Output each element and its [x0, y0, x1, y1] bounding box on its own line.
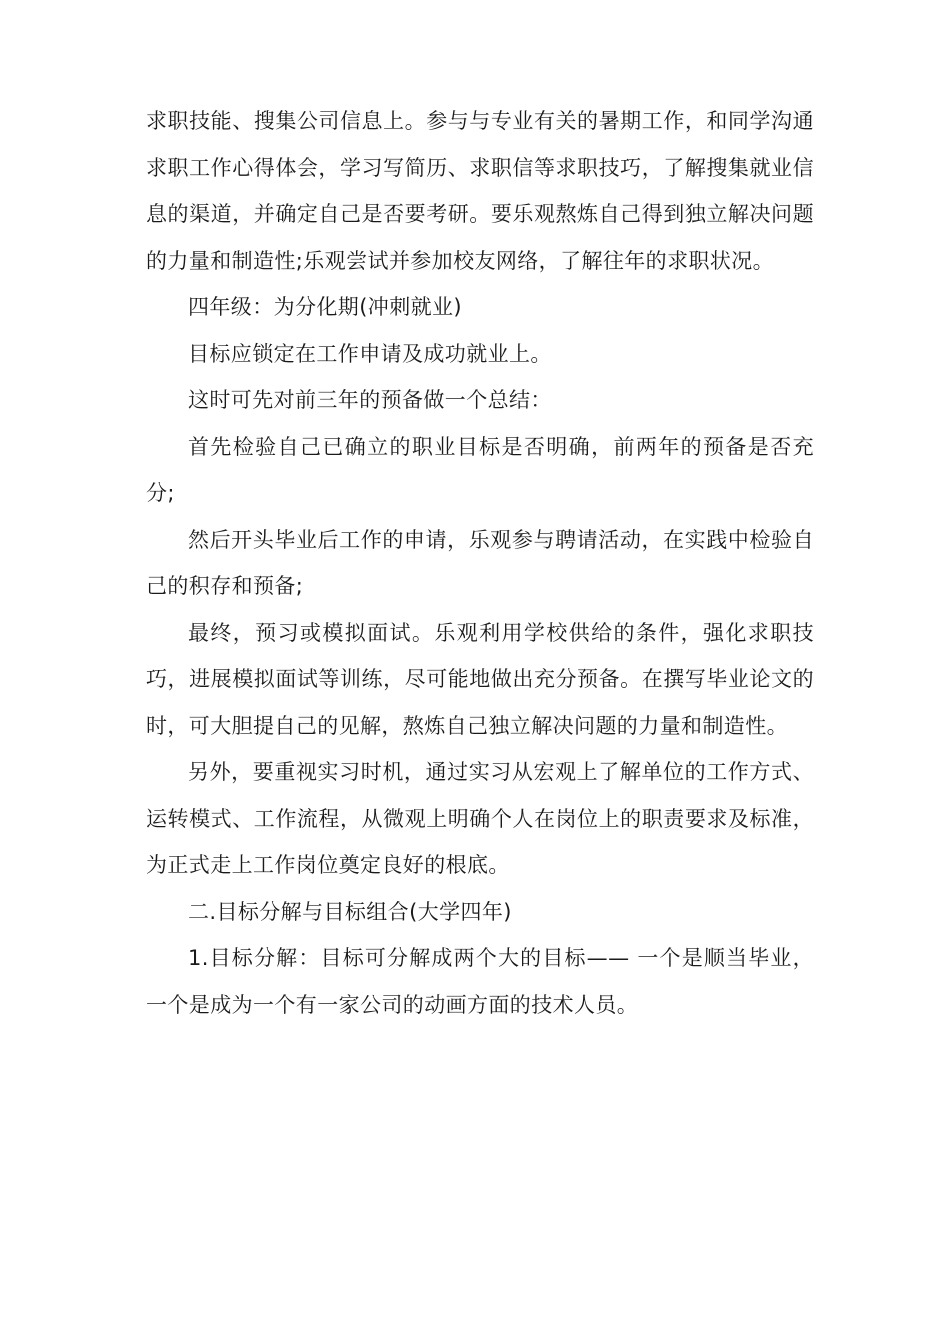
heading-goal-decomposition: 二.目标分解与目标组合(大学四年): [188, 899, 512, 924]
paragraph-second-step: 然后开头毕业后工作的申请，乐观参与聘请活动，在实践中检验自己的积存和预备;: [146, 527, 814, 598]
paragraph-first-step: 首先检验自己已确立的职业目标是否明确，前两年的预备是否充分;: [146, 434, 814, 505]
heading-fourth-year: 四年级：为分化期(冲刺就业): [188, 295, 462, 319]
document-body: [146, 98, 814, 1028]
paragraph-goal-decomposition: 1.目标分解：目标可分解成两个大的目标—— 一个是顺当毕业，一个是成为一个有一家公司的动画方面的技术人员。: [146, 946, 814, 1017]
paragraph-final-step: 最终，预习或模拟面试。乐观利用学校供给的条件，强化求职技巧，进展模拟面试等训练，尽可能地做出充分预备。在撰写毕业论文的时，可大胆提自己的见解，熬炼自己独立解决问题的力量和制造性。: [146, 620, 814, 738]
paragraph-summary-intro: 这时可先对前三年的预备做一个总结：: [188, 388, 552, 412]
paragraph-internship: 另外，要重视实习时机，通过实习从宏观上了解单位的工作方式、运转模式、工作流程，从微观上明确个人在岗位上的职责要求及标准，为正式走上工作岗位奠定良好的根底。: [146, 760, 814, 877]
paragraph-continuation: 求职技能、搜集公司信息上。参与与专业有关的暑期工作，和同学沟通求职工作心得体会，学习写简历、求职信等求职技巧，了解搜集就业信息的渠道，并确定自己是否要考研。要乐观熬炼自己得到独立解决问题的力量和制造性;乐观尝试并参加校友网络，了解往年的求职状况。: [146, 109, 814, 273]
paragraph-goal: 目标应锁定在工作申请及成功就业上。: [188, 341, 552, 366]
